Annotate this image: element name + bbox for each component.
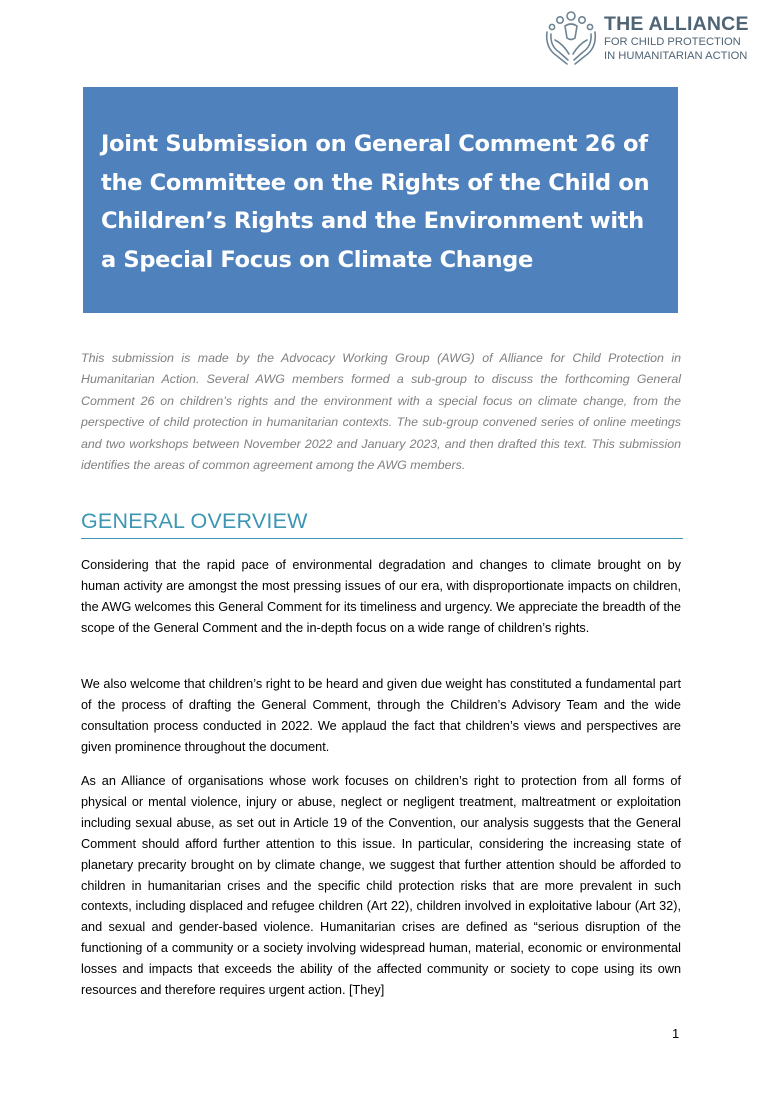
hands-children-icon [543,10,599,68]
section-heading-general-overview: GENERAL OVERVIEW [81,508,683,539]
body-paragraph: Considering that the rapid pace of environmental degradation and changes to climate brought on by human activity are amongst the most pressing issues of our era, with disproportionate impacts on children, the AWG welcomes this General Comment for its timeliness and urgency. We appreciate the breadth of the scope of the General Comment and the in-depth focus on a wide range of children’s rights. [81,558,681,635]
logo-subtitle-line1: FOR CHILD PROTECTION [604,36,741,48]
body-paragraph: We also welcome that children’s right to be heard and given due weight has constituted a fundamental part of the process of drafting the General Comment, through the Children’s Advisory Team and the wide consultation process conducted in 2022. We applaud the fact that children’s views and perspectives are given prominence throughout the document. [81,677,681,754]
document-title: Joint Submission on General Comment 26 of the Committee on the Rights of the Child on Children’s Rights and the Environment with a Special Focus on Climate Change [101,131,650,273]
logo-title: THE ALLIANCE [604,13,749,35]
body-paragraph: As an Alliance of organisations whose work focuses on children’s right to protection from all forms of physical or mental violence, injury or abuse, neglect or negligent treatment, maltreatment or exploitation including sexual abuse, as set out in Article 19 of the Convention, our analysis suggests that the General Comment should afford further attention to this issue. In particular, considering the increasing state of planetary precarity brought on by climate change, we suggest that further attention should be afforded to children in humanitarian crises and the specific child protection risks that are more prevalent in such contexts, including displaced and refugee children (Art 22), children involved in exploitative labour (Art 32), and sexual and gender-based violence. Humanitarian crises are defined as “serious disruption of the functioning of a community or a society involving widespread human, material, economic or environmental losses and impacts that exceeds the ability of the affected community or society to cope using its own resources and therefore requires urgent action. [They] [81,774,681,998]
alliance-logo [543,10,753,70]
intro-paragraph: This submission is made by the Advocacy Working Group (AWG) of Alliance for Child Protection in Humanitarian Action. Several AWG members formed a sub-group to discuss the forthcoming General Comment 26 on children’s rights and the environment with a special focus on climate change, from the perspective of child protection in humanitarian contexts. The sub-group convened series of online meetings and two workshops between November 2022 and January 2023, and then drafted this text. This submission identifies the areas of common agreement among the AWG members. [81,351,681,473]
logo-subtitle-line2: IN HUMANITARIAN ACTION [604,49,748,62]
page-number: 1 [672,1026,680,1041]
title-banner [83,87,678,313]
